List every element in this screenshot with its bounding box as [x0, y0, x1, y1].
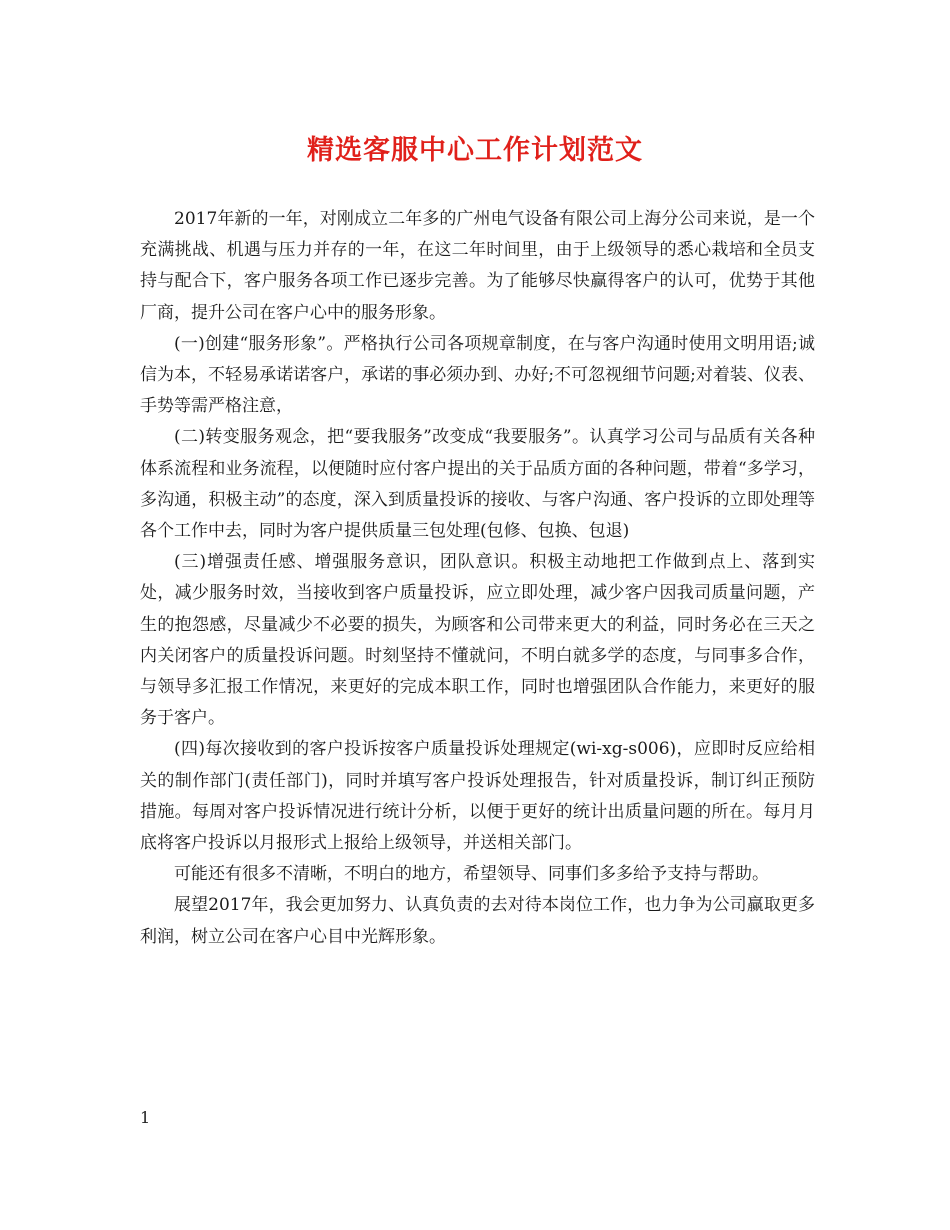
paragraph-section-4: (四)每次接收到的客户投诉按客户质量投诉处理规定(wi-xg-s006)，应即时反应给相关的制作部门(责任部门)，同时并填写客户投诉处理报告，针对质量投诉，制订纠正预防措施。每周对客户投诉情况进行统计分析，以便于更好的统计出质量问题的所在。每月月底将客户投诉以月报形式上报给上级领导，并送相关部门。 [140, 739, 815, 854]
paragraph-intro: 2017年新的一年，对刚成立二年多的广州电气设备有限公司上海分公司来说，是一个充满挑战、机遇与压力并存的一年，在这二年时间里，由于上级领导的悉心栽培和全员支持与配合下，客户服务各项工作已逐步完善。为了能够尽快赢得客户的认可，优势于其他厂商，提升公司在客户心中的服务形象。 [140, 209, 815, 323]
paragraph-outlook: 展望2017年，我会更加努力、认真负责的去对待本岗位工作，也力争为公司赢取更多利润，树立公司在客户心目中光辉形象。 [140, 895, 815, 947]
document-title: 精选客服中心工作计划范文 [307, 135, 643, 166]
paragraph-section-1: (一)创建“服务形象”。严格执行公司各项规章制度，在与客户沟通时使用文明用语;诚信为本，不轻易承诺诺客户，承诺的事必须办到、办好;不可忽视细节问题;对着装、仪表、手势等需严格注意， [140, 333, 815, 417]
paragraph-section-3: (三)增强责任感、增强服务意识，团队意识。积极主动地把工作做到点上、落到实处，减少服务时效，当接收到客户质量投诉，应立即处理，减少客户因我司质量问题，产生的抱怨感，尽量减少不必要的损失，为顾客和公司带来更大的利益，同时务必在三天之内关闭客户的质量投诉问题。时刻坚持不懂就问，不明白就多学的态度，与同事多合作，与领导多汇报工作情况，来更好的完成本职工作，同时也增强团队合作能力，来更好的服务于客户。 [140, 552, 815, 729]
paragraph-request-support: 可能还有很多不清晰，不明白的地方，希望领导、同事们多多给予支持与帮助。 [174, 864, 769, 885]
document-body [140, 204, 815, 953]
page-number: 1 [140, 1108, 151, 1127]
paragraph-section-2: (二)转变服务观念，把“要我服务”改变成“我要服务”。认真学习公司与品质有关各种体系流程和业务流程，以便随时应付客户提出的关于品质方面的各种问题，带着“多学习，多沟通，积极主动”的态度，深入到质量投诉的接收、与客户沟通、客户投诉的立即处理等各个工作中去，同时为客户提供质量三包处理(包修、包换、包退) [140, 427, 815, 542]
